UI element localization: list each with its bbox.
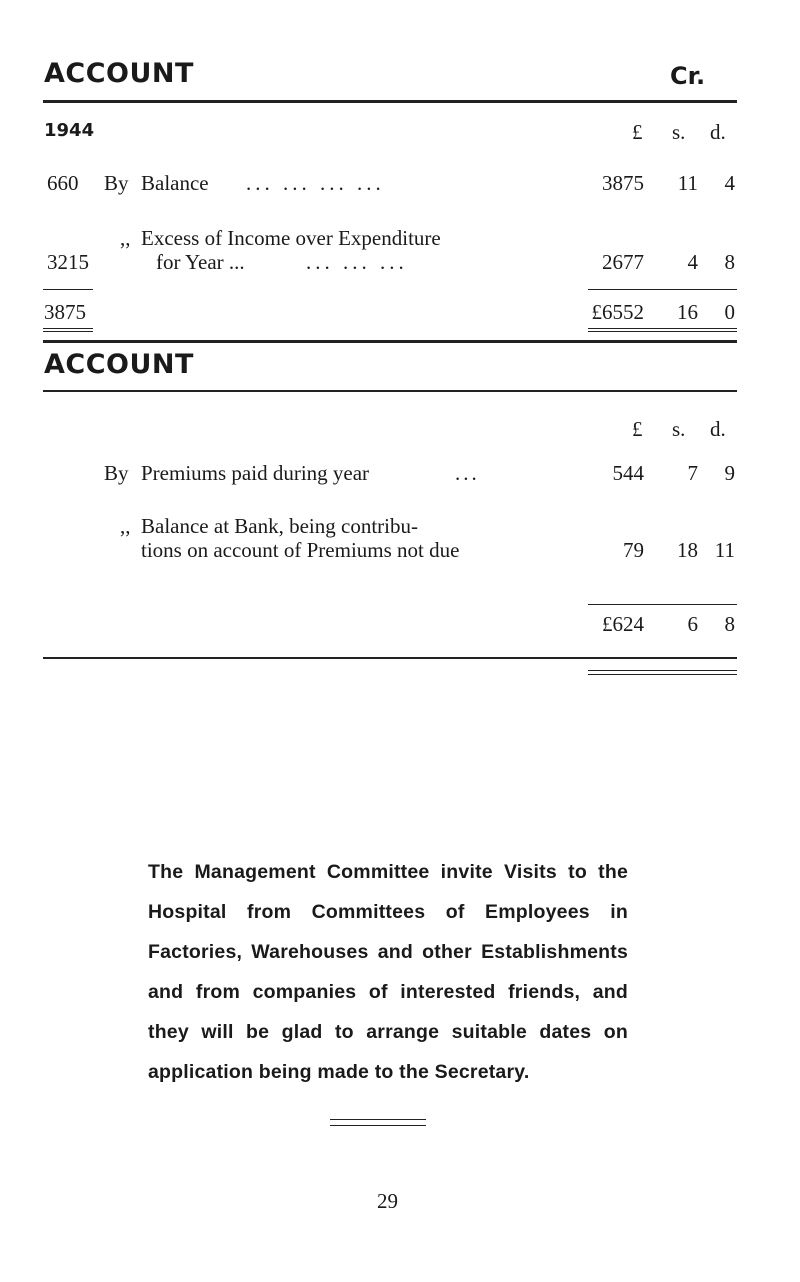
credit-label: Cr.	[670, 62, 706, 90]
entry-prefix: By	[104, 461, 129, 485]
pence-header: d.	[710, 120, 726, 144]
end-rule-a	[330, 1119, 426, 1120]
pence-header: d.	[710, 417, 726, 441]
amount-shillings: 7	[687, 461, 698, 485]
entry-description-cont: for Year ...	[156, 250, 245, 274]
subtotal-rule-left	[43, 289, 93, 290]
total-shillings: 6	[687, 612, 698, 636]
pounds-header: £	[632, 417, 643, 441]
entry-prefix: ,,	[120, 514, 131, 538]
amount-pounds: 544	[612, 461, 644, 485]
amount-pence: 4	[724, 171, 735, 195]
amount-pence: 8	[724, 250, 735, 274]
double-rule-left-a	[43, 328, 93, 329]
double-rule-a	[588, 670, 737, 671]
prev-year-total: 3875	[44, 300, 86, 324]
amount-pence: 9	[724, 461, 735, 485]
visits-notice: The Management Committee invite Visits to the Hospital from Committees of Employees in Factories, Warehouses and other Establishments and from companies of interested friends, and they will be glad to arrange suitable dates on application being made to the Secretary.	[148, 861, 628, 1083]
section2-bottom-rule	[43, 657, 737, 659]
amount-shillings: 18	[677, 538, 698, 562]
double-rule-right-b	[588, 331, 737, 332]
double-rule-left-b	[43, 331, 93, 332]
amount-shillings: 11	[677, 171, 698, 195]
year-label: 1944	[44, 120, 95, 141]
leader-dots: ... ... ...	[306, 250, 408, 274]
subtotal-rule-right	[588, 289, 737, 290]
leader-dots: ...	[455, 461, 480, 485]
entry-description: Premiums paid during year	[141, 461, 370, 485]
prev-year-amount: 3215	[47, 250, 89, 274]
double-rule-right-a	[588, 328, 737, 329]
end-rule-b	[330, 1125, 426, 1126]
pounds-header: £	[632, 120, 643, 144]
amount-pounds: 79	[623, 538, 644, 562]
entry-description: Balance	[141, 171, 209, 195]
leader-dots: ... ... ... ...	[246, 171, 385, 195]
total-pounds: £6552	[591, 300, 644, 324]
entry-prefix: By	[104, 171, 129, 195]
account-heading: ACCOUNT	[44, 349, 194, 380]
prev-year-amount: 660	[47, 171, 79, 195]
shillings-header: s.	[672, 417, 686, 441]
account-heading: ACCOUNT	[44, 58, 194, 89]
top-rule	[43, 100, 737, 103]
entry-description-cont: tions on account of Premiums not due	[141, 538, 460, 562]
total-shillings: 16	[677, 300, 698, 324]
amount-shillings: 4	[687, 250, 698, 274]
entry-description: Balance at Bank, being contribu-	[141, 514, 418, 538]
section2-top-rule	[43, 390, 737, 392]
amount-pounds: 3875	[602, 171, 644, 195]
subtotal-rule	[588, 604, 737, 605]
amount-pence: 11	[714, 538, 735, 562]
entry-prefix: ,,	[120, 226, 131, 250]
shillings-header: s.	[672, 120, 686, 144]
amount-pounds: 2677	[602, 250, 644, 274]
page-number: 29	[377, 1189, 398, 1213]
entry-description: Excess of Income over Expenditure	[141, 226, 441, 250]
double-rule-b	[588, 674, 737, 675]
total-pounds: £624	[602, 612, 644, 636]
section-divider	[43, 340, 737, 343]
total-pence: 8	[724, 612, 735, 636]
total-pence: 0	[724, 300, 735, 324]
